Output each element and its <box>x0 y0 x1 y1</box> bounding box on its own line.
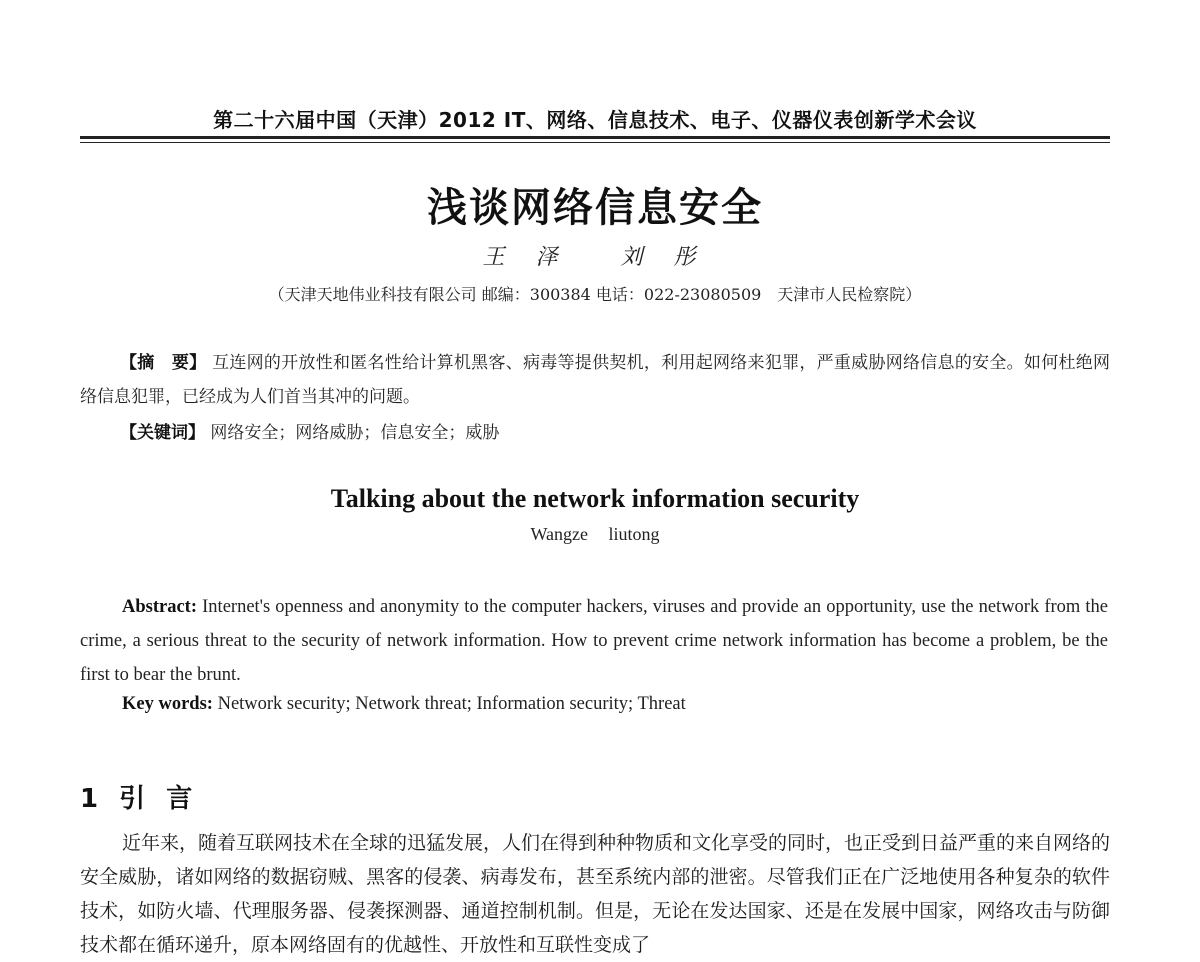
conference-header: 第二十六届中国（天津）2012 IT、网络、信息技术、电子、仪器仪表创新学术会议 <box>213 108 977 132</box>
abstract-en-text: Internet's openness and anonymity to the computer hackers, viruses and provide an opportunity, use the network from the crime, a serious threat to the security of network information. How to prevent crime network information has become a problem, be the first to bear the brunt. <box>80 597 1109 685</box>
author-cn-2: 刘 彤 <box>620 245 708 270</box>
abstract-cn-text: 互连网的开放性和匿名性给计算机黑客、病毒等提供契机，利用起网络来犯罪，严重威胁网络信息的安全。如何杜绝网络信息犯罪，已经成为人们首当其冲的问题。 <box>80 353 1111 407</box>
keywords-cn-label: 【关键词】 <box>120 423 205 443</box>
paper-title-cn: 浅谈网络信息安全 <box>427 185 763 231</box>
authors-cn <box>80 240 1110 271</box>
paper-title-en: Talking about the network information security <box>330 484 860 513</box>
author-en-2: liutong <box>608 524 660 544</box>
abstract-cn-label: 【摘 要】 <box>120 353 207 373</box>
author-cn-1: 王 泽 <box>482 245 570 270</box>
keywords-cn <box>120 418 499 443</box>
abstract-cn <box>80 346 1110 414</box>
section-paragraph: 近年来，随着互联网技术在全球的迅猛发展，人们在得到种种物质和文化享受的同时，也正受到日益严重的来自网络的安全威胁，诸如网络的数据窃贼、黑客的侵袭、病毒发布，甚至系统内部的泄密。尽管我们正在广泛地使用各种复杂的软件技术，如防火墙、代理服务器、侵袭探测器、通道控制机制。但是，无论在发达国家、还是在发展中国家，网络攻击与防御技术都在循环递升，原本网络固有的优越性、开放性和互联性变成了 <box>80 832 1111 956</box>
keywords-en-text: Network security; Network threat; Information security; Threat <box>217 694 686 714</box>
keywords-cn-text: 网络安全；网络威胁；信息安全；威胁 <box>210 423 500 443</box>
affiliation: （天津天地伟业科技有限公司 邮编：300384 电话：022-23080509 天津市人民检察院） <box>268 285 922 304</box>
authors-en <box>80 524 1110 545</box>
keywords-en-label: Key words: <box>122 694 213 714</box>
author-en-1: Wangze <box>530 524 588 544</box>
header-rule-thick <box>80 136 1110 139</box>
section-heading: 1 引 言 <box>80 784 199 814</box>
header-rule-thin <box>80 142 1110 143</box>
keywords-en <box>122 694 686 715</box>
abstract-en <box>80 590 1108 692</box>
abstract-en-label: Abstract: <box>122 597 198 617</box>
